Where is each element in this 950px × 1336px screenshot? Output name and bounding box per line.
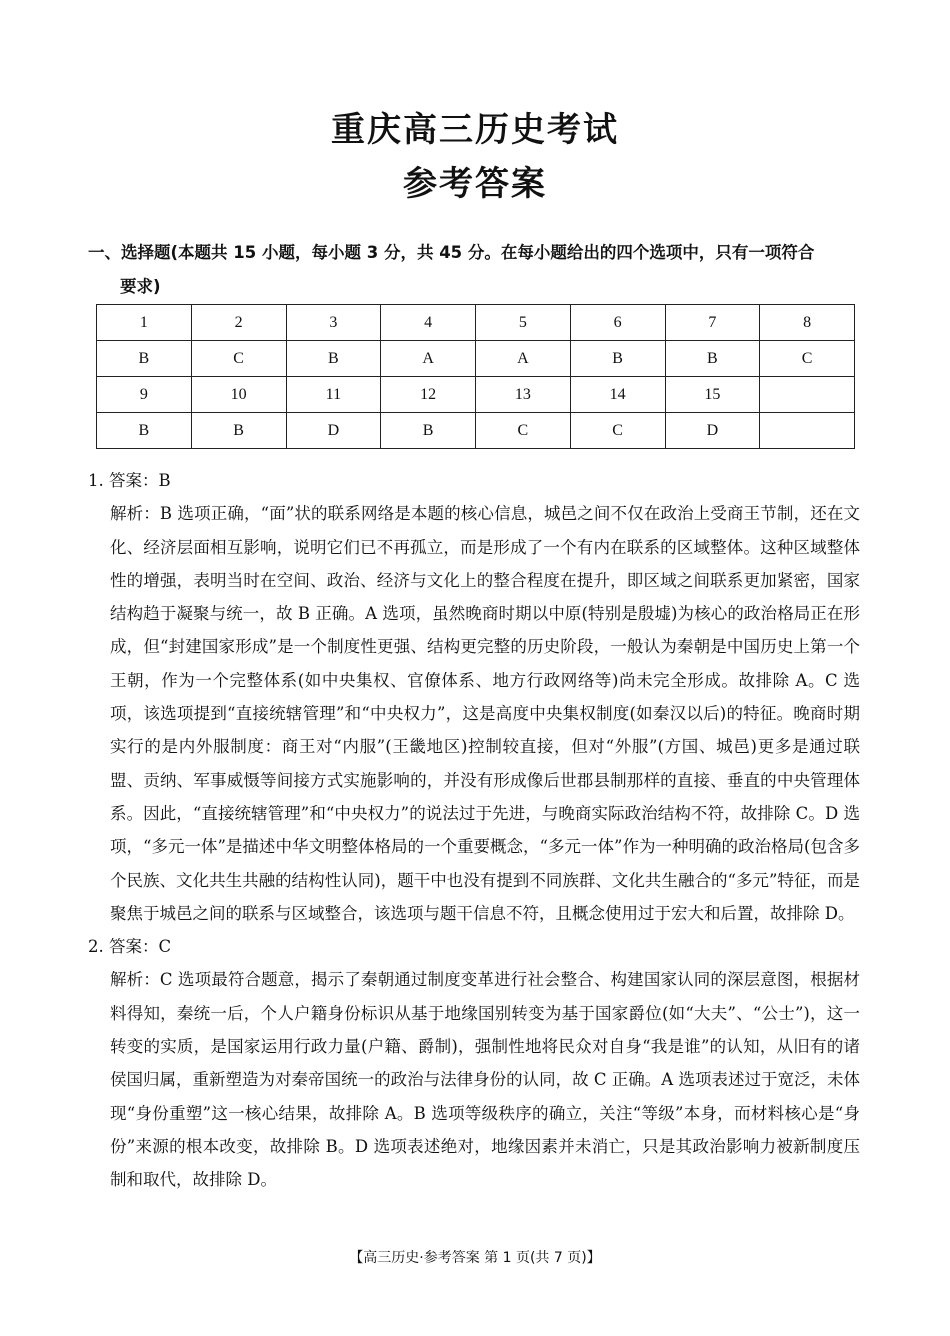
table-cell: C: [476, 413, 571, 449]
question-1-explanation: 解析：B 选项正确，“面”状的联系网络是本题的核心信息，城邑之间不仅在政治上受商王节制，还在文化、经济层面相互影响，说明它们已不再孤立，而是形成了一个有内在联系的区域整体。这种区域整体性的增强，表明当时在空间、政治、经济与文化上的整合程度在提升，即区域之间联系更加紧密，国家结构趋于凝聚与统一，故 B 正确。A 选项，虽然晚商时期以中原(特别是殷墟)为核心的政治格局正在形成，但“封建国家形成”是一个制度性更强、结构更完整的历史阶段，一般认为秦朝是中国历史上第一个王朝，作为一个完整体系(如中央集权、官僚体系、地方行政网络等)尚未完全形成。故排除 A。C 选项，该选项提到“直接统辖管理”和“中央权力”，这是高度中央集权制度(如秦汉以后)的特征。晚商时期实行的是内外服制度：商王对“内服”(王畿地区)控制较直接，但对“外服”(方国、城邑)更多是通过联盟、贡纳、军事威慑等间接方式实施影响的，并没有形成像后世郡县制那样的直接、垂直的中央管理体系。因此，“直接统辖管理”和“中央权力”的说法过于先进，与晚商实际政治结构不符，故排除 C。D 选项，“多元一体”是描述中华文明整体格局的一个重要概念，“多元一体”作为一种明确的政治格局(包含多个民族、文化共生共融的结构性认同)，题干中也没有提到不同族群、文化共生融合的“多元”特征，而是聚焦于城邑之间的联系与区域整合，该选项与题干信息不符，且概念使用过于宏大和后置，故排除 D。: [110, 504, 860, 923]
section-heading-line1: 一、选择题(本题共 15 小题，每小题 3 分，共 45 分。在每小题给出的四个选项中，只有一项符合: [88, 243, 815, 262]
table-cell: 7: [665, 305, 760, 341]
question-1-answer: 1. 答案：B: [88, 471, 171, 490]
answer-table-row-answers-1: [97, 341, 855, 377]
table-cell: B: [286, 341, 381, 377]
table-cell: 15: [665, 377, 760, 413]
table-cell: 8: [760, 305, 855, 341]
table-cell: B: [381, 413, 476, 449]
page-footer: 【高三历史·参考答案 第 1 页(共 7 页)】: [349, 1250, 601, 1266]
table-cell: C: [570, 413, 665, 449]
answer-table: [96, 304, 855, 449]
table-cell: 14: [570, 377, 665, 413]
answer-explanations: [88, 464, 860, 1197]
table-cell: 5: [476, 305, 571, 341]
answer-table-row-numbers-2: [97, 377, 855, 413]
answer-table-row-numbers-1: [97, 305, 855, 341]
answer-table-row-answers-2: [97, 413, 855, 449]
table-cell: D: [286, 413, 381, 449]
table-cell: B: [665, 341, 760, 377]
section-heading-line2: 要求): [120, 277, 161, 296]
table-cell: B: [191, 413, 286, 449]
table-cell: C: [760, 341, 855, 377]
table-cell: 12: [381, 377, 476, 413]
table-cell: C: [191, 341, 286, 377]
table-cell: 4: [381, 305, 476, 341]
table-cell: A: [381, 341, 476, 377]
table-cell: B: [97, 341, 192, 377]
question-2-explanation: 解析：C 选项最符合题意，揭示了秦朝通过制度变革进行社会整合、构建国家认同的深层意图，根据材料得知，秦统一后，个人户籍身份标识从基于地缘国别转变为基于国家爵位(如“大夫”、“公士”)，这一转变的实质，是国家运用行政力量(户籍、爵制)，强制性地将民众对自身“我是谁”的认知，从旧有的诸侯国归属，重新塑造为对秦帝国统一的政治与法律身份的认同，故 C 正确。A 选项表述过于宽泛，未体现“身份重塑”这一核心结果，故排除 A。B 选项等级秩序的确立，关注“等级”本身，而材料核心是“身份”来源的根本改变，故排除 B。D 选项表述绝对，地缘因素并未消亡，只是其政治影响力被新制度压制和取代，故排除 D。: [110, 970, 860, 1190]
question-2-answer: 2. 答案：C: [88, 937, 172, 957]
table-cell: 13: [476, 377, 571, 413]
table-cell: 1: [97, 305, 192, 341]
page-title: 重庆高三历史考试: [331, 110, 619, 150]
table-cell: 3: [286, 305, 381, 341]
page-subtitle: 参考答案: [403, 164, 547, 204]
table-cell: B: [97, 413, 192, 449]
table-cell: 10: [191, 377, 286, 413]
table-cell: D: [665, 413, 760, 449]
table-cell: 9: [97, 377, 192, 413]
table-cell: [760, 413, 855, 449]
table-cell: A: [476, 341, 571, 377]
table-cell: 2: [191, 305, 286, 341]
table-cell: B: [570, 341, 665, 377]
table-cell: 6: [570, 305, 665, 341]
table-cell: 11: [286, 377, 381, 413]
table-cell: [760, 377, 855, 413]
section-heading: [88, 236, 863, 304]
